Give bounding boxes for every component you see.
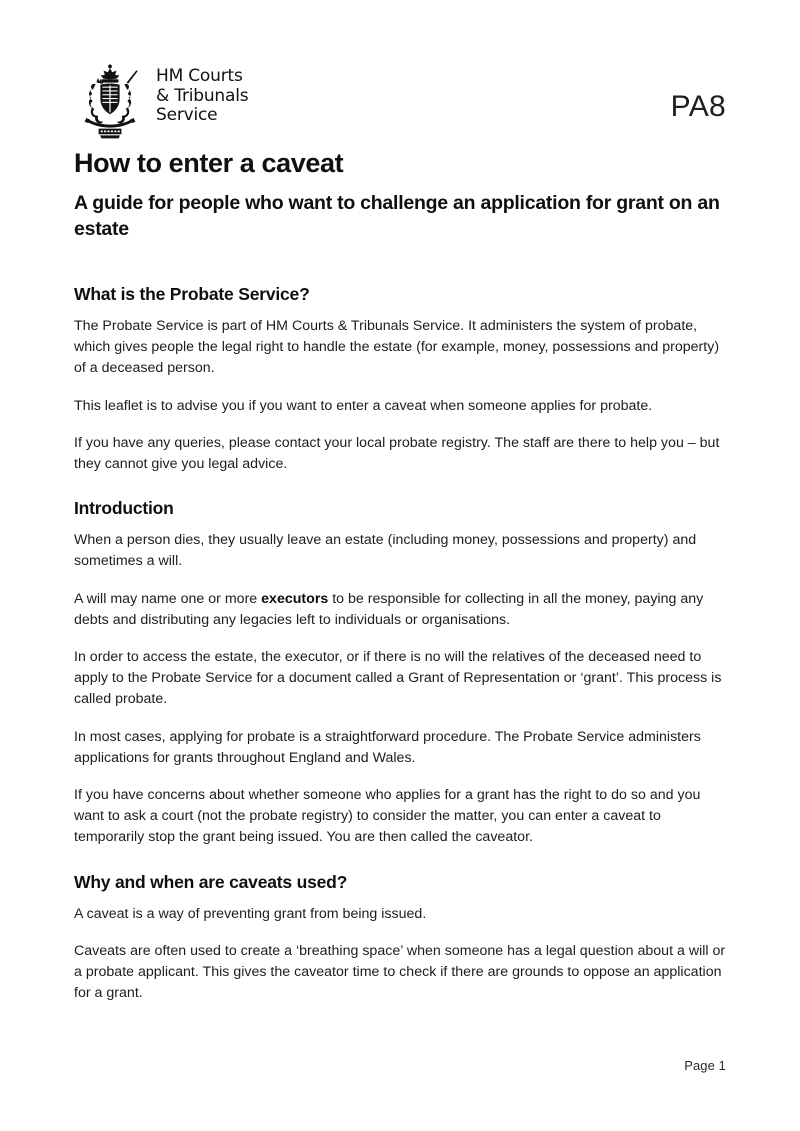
logo-line-2: & Tribunals — [156, 85, 249, 106]
paragraph-with-bold — [74, 589, 726, 631]
paragraph: In most cases, applying for probate is a straightforward procedure. The Probate Service administers applications for grants throughout England and Wales. — [74, 728, 701, 766]
paragraph-text-after: to be responsible for collecting in all the money, paying any debts and distributing any legacies left to individuals or organisations. — [74, 590, 704, 628]
paragraph: This leaflet is to advise you if you want to enter a caveat when someone applies for probate. — [74, 397, 653, 414]
hmcts-logo — [74, 62, 248, 142]
page-title: How to enter a caveat — [74, 148, 344, 178]
paragraph: If you have concerns about whether someone who applies for a grant has the right to do so and you want to ask a court (not the probate registry) to consider the matter, you can enter a caveat to temporarily stop the grant being issued. You are then called the caveator. — [74, 787, 701, 846]
page-footer: Page 1 — [684, 1058, 726, 1073]
royal-coat-of-arms-icon — [74, 62, 146, 142]
page-subtitle: A guide for people who want to challenge an application for grant on an estate — [74, 192, 720, 240]
section-introduction — [74, 497, 726, 848]
section-heading: Why and when are caveats used? — [74, 871, 348, 892]
masthead — [74, 62, 726, 148]
bold-term-executors: executors — [261, 590, 329, 607]
section-heading: Introduction — [74, 498, 174, 519]
paragraph: The Probate Service is part of HM Courts & Tribunals Service. It administers the system of probate, which gives people the legal right to handle the estate (for example, money, possessions and property) of a deceased person. — [74, 318, 720, 377]
section-what-is-the-probate-service — [74, 283, 726, 475]
form-code: PA8 — [670, 90, 726, 123]
paragraph: Caveats are often used to create a ‘breathing space’ when someone has a legal question about a will or a probate applicant. This gives the caveator time to check if there are grounds to oppose an application for a grant. — [74, 942, 726, 1002]
paragraph: When a person dies, they usually leave an estate (including money, possessions and property) and sometimes a will. — [74, 532, 697, 570]
paragraph-text-before: A will may name one or more — [74, 590, 262, 607]
paragraph: A caveat is a way of preventing grant from being issued. — [74, 905, 427, 922]
paragraph: If you have any queries, please contact your local probate registry. The staff are there to help you – but they cannot give you legal advice. — [74, 434, 720, 473]
logo-line-1: HM Courts — [156, 66, 243, 86]
paragraph: In order to access the estate, the executor, or if there is no will the relatives of the deceased need to apply to the Probate Service for a document called a Grant of Representation or ‘grant’. This process is called probate. — [74, 649, 722, 708]
section-heading: What is the Probate Service? — [74, 284, 310, 304]
section-why-and-when-are-caveats-used — [74, 871, 726, 1005]
document-body — [74, 283, 726, 1004]
logo-line-3: Service — [156, 105, 218, 125]
hmcts-logo-text — [156, 62, 248, 126]
